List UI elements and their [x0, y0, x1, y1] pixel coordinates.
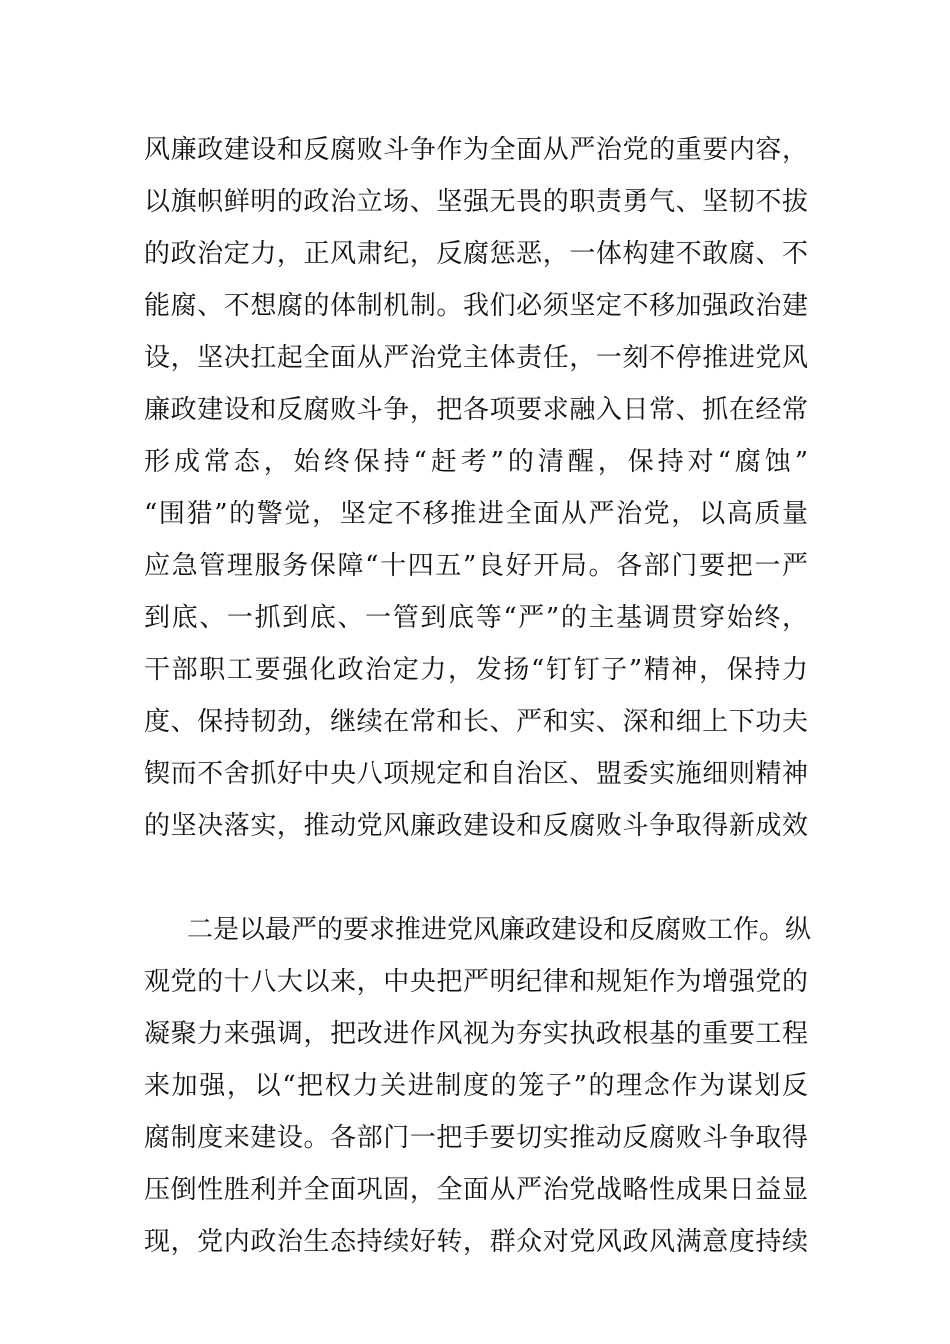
text-line: 现，党内政治生态持续好转，群众对党风政风满意度持续 — [144, 1227, 808, 1257]
text-line: 凝聚力来强调，把改进作风视为夯实执政根基的重要工程 — [144, 1019, 808, 1049]
text-line: 应急管理服务保障“十四五”良好开局。各部门要把一严 — [144, 551, 808, 581]
text-line: 形成常态，始终保持“赶考”的清醒，保持对“腐蚀” — [144, 447, 808, 477]
text-line: 来加强，以“把权力关进制度的笼子”的理念作为谋划反 — [144, 1071, 808, 1101]
text-line: 的坚决落实，推动党风廉政建设和反腐败斗争取得新成效 — [144, 811, 808, 841]
text-line: 的政治定力，正风肃纪，反腐惩恶，一体构建不敢腐、不 — [144, 239, 808, 269]
text-line: 到底、一抓到底、一管到底等“严”的主基调贯穿始终， — [144, 603, 808, 633]
text-line: 风廉政建设和反腐败斗争作为全面从严治党的重要内容， — [144, 135, 808, 165]
text-line: 设，坚决扛起全面从严治党主体责任，一刻不停推进党风 — [144, 343, 808, 373]
text-line: 以旗帜鲜明的政治立场、坚强无畏的职责勇气、坚韧不拔 — [144, 187, 808, 217]
text-line: 腐制度来建设。各部门一把手要切实推动反腐败斗争取得 — [144, 1123, 808, 1153]
text-line: 能腐、不想腐的体制机制。我们必须坚定不移加强政治建 — [144, 291, 808, 321]
text-line: 二是以最严的要求推进党风廉政建设和反腐败工作。纵 — [187, 915, 812, 945]
text-line: 观党的十八大以来，中央把严明纪律和规矩作为增强党的 — [144, 967, 808, 997]
text-line: “围猎”的警觉，坚定不移推进全面从严治党，以高质量 — [144, 499, 808, 529]
text-line: 廉政建设和反腐败斗争，把各项要求融入日常、抓在经常 — [144, 395, 808, 425]
text-line: 锲而不舍抓好中央八项规定和自治区、盟委实施细则精神 — [144, 759, 808, 789]
text-line: 干部职工要强化政治定力，发扬“钉钉子”精神，保持力 — [144, 655, 808, 685]
text-line: 压倒性胜利并全面巩固，全面从严治党战略性成果日益显 — [144, 1175, 808, 1205]
text-line: 度、保持韧劲，继续在常和长、严和实、深和细上下功夫 — [144, 707, 808, 737]
